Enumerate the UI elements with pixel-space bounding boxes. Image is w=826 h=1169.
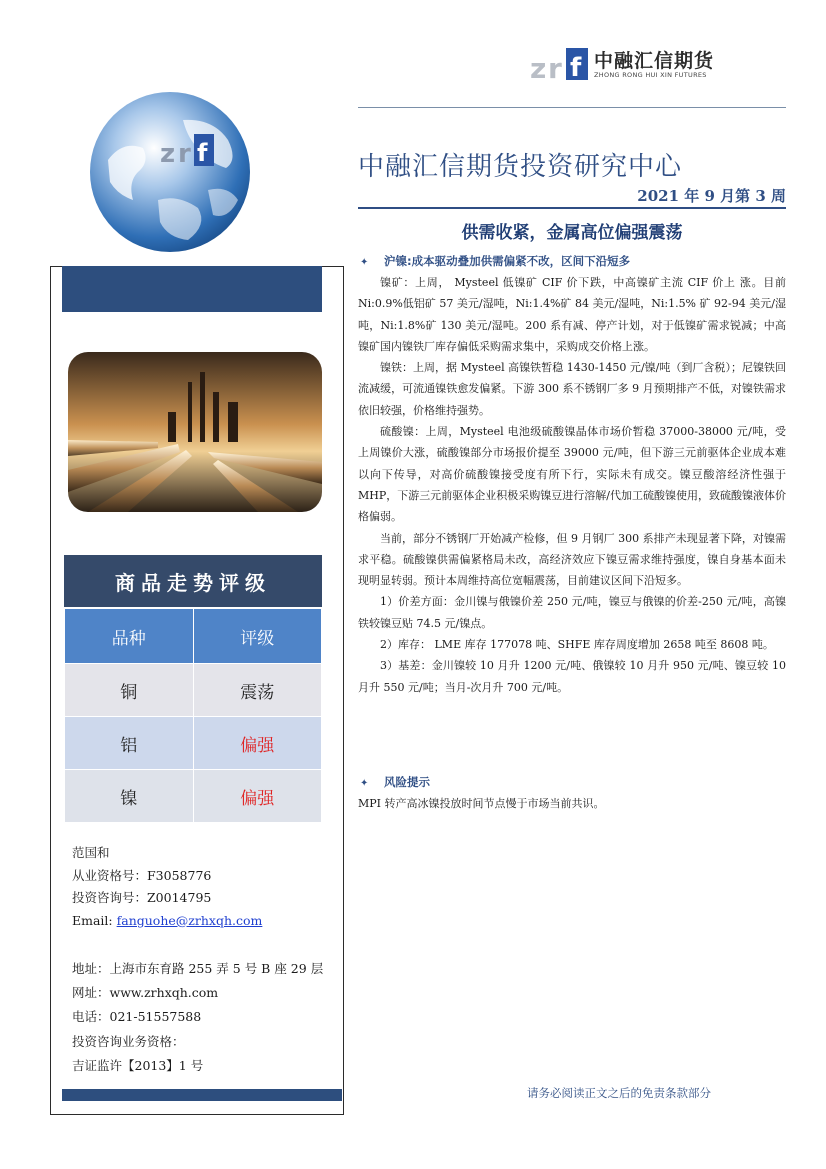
globe-logo-icon bbox=[88, 90, 252, 254]
section-title-risk bbox=[360, 774, 430, 790]
commodity-name: 铝 bbox=[65, 717, 194, 770]
header-divider bbox=[358, 107, 786, 108]
permit-line: 吉证监许【2013】1 号 bbox=[72, 1057, 204, 1073]
section-title-nickel bbox=[360, 253, 630, 269]
rating-header-row bbox=[65, 609, 322, 664]
brand-name-cn: 中融汇信期货 bbox=[594, 50, 715, 72]
paragraph: 镍铁：上周，据 Mysteel 高镍铁暂稳 1430-1450 元/镍/吨（到厂含税）；尼镍铁回流减缓，可流通镍铁愈发偏紧。下游 300 系不锈钢厂多 9 月预期排产不低，对镍铁需求依旧较强，价格维持强势。 bbox=[358, 361, 786, 417]
paragraph: 当前，部分不锈钢厂开始减产检修，但 9 月钢厂 300 系排产未现显著下降，对镍需求平稳。硫酸镍供需偏紧格局未改，高经济效应下镍豆需求维持强度，镍自身基本面未现明显转弱。预计本周维持高位宽幅震荡，目前建议区间下沿短多。 bbox=[358, 531, 786, 588]
website-line: 网址：www.zrhxqh.com bbox=[72, 985, 219, 1001]
disclaimer-note: 请务必阅读正文之后的免责条款部分 bbox=[527, 1086, 711, 1100]
title-divider bbox=[358, 207, 786, 209]
svg-text:z: z bbox=[160, 139, 176, 169]
diamond-bullet-icon: ✦ bbox=[360, 257, 369, 268]
svg-text:f: f bbox=[570, 53, 582, 83]
table-row bbox=[65, 664, 322, 717]
email-label: Email: bbox=[72, 912, 117, 928]
company-info bbox=[72, 957, 323, 1078]
section-title-text: 风险提示 bbox=[384, 775, 430, 789]
commodity-rating: 偏强 bbox=[193, 770, 322, 823]
license-number: 从业资格号：F3058776 bbox=[72, 867, 212, 883]
org-title: 中融汇信期货投资研究中心 bbox=[358, 152, 683, 182]
section-title-text: 沪镍:成本驱动叠加供需偏紧不改，区间下沿短多 bbox=[384, 254, 631, 268]
commodity-rating: 震荡 bbox=[193, 664, 322, 717]
column-header-rating: 评级 bbox=[193, 609, 322, 664]
email-line bbox=[72, 910, 262, 933]
table-row bbox=[65, 717, 322, 770]
consult-number: 投资咨询号：Z0014795 bbox=[72, 890, 212, 905]
pipeline-image bbox=[68, 352, 322, 512]
paragraph: 2）库存： LME 库存 177078 吨、SHFE 库存周度增加 2658 吨至 8608 吨。 bbox=[380, 638, 774, 652]
risk-text: MPI 转产高冰镍投放时间节点慢于市场当前共识。 bbox=[358, 797, 605, 810]
paragraph: 镍矿：上周， Mysteel 低镍矿 CIF 价下跌，中高镍矿主流 CIF 价上 涨。目前 Ni:0.9%低铝矿 57 美元/湿吨，Ni:1.4%矿 84 美元/湿吨，Ni:1.5% 矿 92-94 美元/湿吨，Ni:1.8%矿 130 美元/湿吨。200 系有减、停产计划，对于低镍矿需求锐减；中高镍矿国内镍铁厂库存偏低采购需求集中，采购成交价格上涨。 bbox=[358, 276, 786, 353]
phone-line: 电话：021-51557588 bbox=[72, 1009, 202, 1025]
svg-text:z: z bbox=[530, 52, 547, 84]
email-link[interactable]: fanguohe@zrhxqh.com bbox=[116, 912, 263, 928]
sidebar-footer-bar bbox=[62, 1089, 342, 1101]
section-body-nickel bbox=[358, 272, 786, 698]
paragraph: 1）价差方面：金川镍与俄镍价差 250 元/吨，镍豆与俄镍的价差-250 元/吨，高镍铁较镍豆贴 74.5 元/镍点。 bbox=[358, 595, 786, 630]
rating-title: 商品走势评级 bbox=[64, 555, 322, 607]
paragraph: 硫酸镍：上周，Mysteel 电池级硫酸镍晶体市场价暂稳 37000-38000 元/吨，受上周镍价大涨，硫酸镍部分市场报价提至 39000 元/吨，但下游三元前驱体企业成本难以向下传导，对高价硫酸镍接受度有所下行，实际未有成交。镍豆酸溶经济性强于 MHP，下游三元前驱体企业积极采购镍豆进行溶解/代加工硫酸镍使用，致硫酸镍液体价格偏弱。 bbox=[358, 425, 786, 524]
commodity-name: 铜 bbox=[65, 664, 194, 717]
address-line: 地址：上海市东育路 255 弄 5 号 B 座 29 层 bbox=[72, 961, 324, 976]
brand-logo bbox=[530, 44, 730, 84]
pipeline-photo bbox=[68, 352, 322, 512]
commodity-rating: 偏强 bbox=[193, 717, 322, 770]
report-headline: 供需收紧，金属高位偏强震荡 bbox=[461, 223, 683, 243]
diamond-bullet-icon: ✦ bbox=[360, 778, 369, 789]
rating-table bbox=[64, 608, 322, 823]
analyst-contact bbox=[72, 842, 262, 932]
column-header-item: 品种 bbox=[65, 609, 194, 664]
commodity-name: 镍 bbox=[65, 770, 194, 823]
report-week: 2021 年 9 月第 3 周 bbox=[637, 187, 786, 205]
svg-text:r: r bbox=[548, 52, 562, 84]
paragraph: 3）基差：金川镍较 10 月升 1200 元/吨、俄镍较 10 月升 950 元/吨、镍豆较 10 月升 550 元/吨；当月-次月升 700 元/吨。 bbox=[358, 659, 786, 694]
business-line: 投资咨询业务资格： bbox=[72, 1033, 185, 1049]
svg-text:r: r bbox=[178, 139, 191, 169]
svg-text:f: f bbox=[197, 139, 208, 167]
analyst-name: 范国和 bbox=[72, 845, 110, 860]
table-row bbox=[65, 770, 322, 823]
zrf-logo-icon bbox=[530, 44, 592, 84]
brand-name-en: ZHONG RONG HUI XIN FUTURES bbox=[594, 71, 707, 79]
sidebar-header-bar bbox=[62, 266, 322, 312]
